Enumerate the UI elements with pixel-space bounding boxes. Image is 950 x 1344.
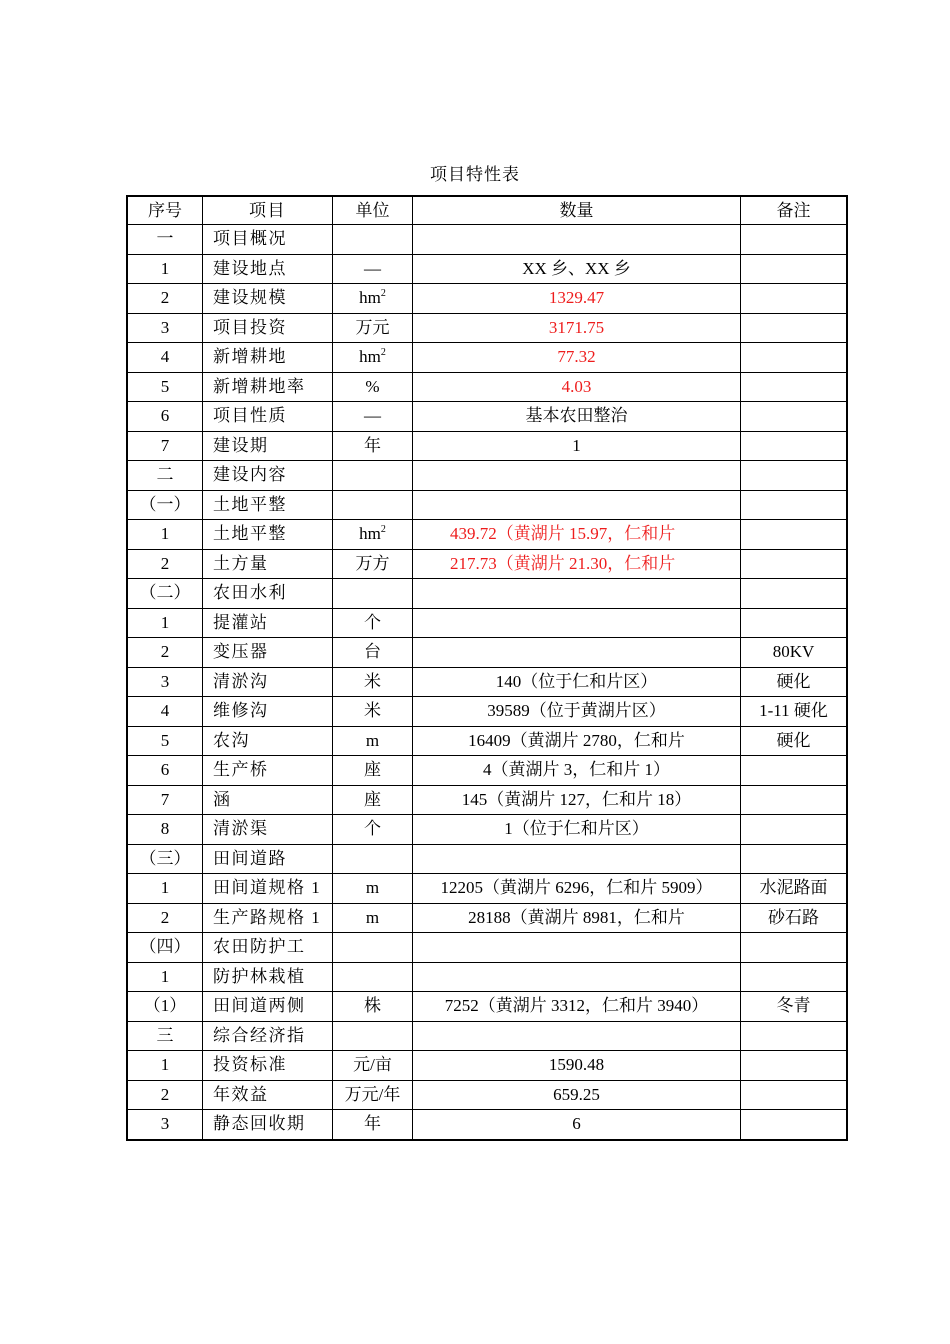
table-row <box>127 313 847 343</box>
cell-unit <box>333 490 413 520</box>
cell-serial-no: 1 <box>127 962 203 992</box>
cell-quantity <box>413 1021 741 1051</box>
cell-unit <box>333 815 413 845</box>
cell-unit <box>333 638 413 668</box>
cell-quantity: 16409（黄湖片 2780，仁和片 <box>413 726 741 756</box>
cell-serial-no: 2 <box>127 1080 203 1110</box>
unit-text: — <box>364 258 381 278</box>
table-row <box>127 254 847 284</box>
cell-unit <box>333 225 413 255</box>
cell-serial-no: 8 <box>127 815 203 845</box>
cell-item: 农田防护工 <box>203 933 333 963</box>
cell-serial-no: 3 <box>127 1110 203 1140</box>
cell-unit <box>333 520 413 550</box>
cell-quantity <box>413 579 741 609</box>
cell-remark: 硬化 <box>741 726 848 756</box>
cell-item: 农田水利 <box>203 579 333 609</box>
cell-unit <box>333 343 413 373</box>
cell-serial-no: 二 <box>127 461 203 491</box>
cell-quantity: 28188（黄湖片 8981，仁和片 <box>413 903 741 933</box>
cell-item: 建设规模 <box>203 284 333 314</box>
unit-text: hm <box>359 347 381 367</box>
cell-item: 年效益 <box>203 1080 333 1110</box>
unit-text: 年 <box>364 1114 381 1134</box>
table-row <box>127 992 847 1022</box>
table-row <box>127 490 847 520</box>
cell-unit <box>333 461 413 491</box>
cell-item: 土地平整 <box>203 490 333 520</box>
cell-serial-no: 3 <box>127 667 203 697</box>
cell-quantity: 140（位于仁和片区） <box>413 667 741 697</box>
cell-serial-no: 2 <box>127 284 203 314</box>
cell-unit <box>333 1110 413 1140</box>
cell-quantity: 4（黄湖片 3，仁和片 1） <box>413 756 741 786</box>
cell-remark <box>741 608 848 638</box>
cell-remark <box>741 402 848 432</box>
cell-quantity: 659.25 <box>413 1080 741 1110</box>
cell-quantity: XX 乡、XX 乡 <box>413 254 741 284</box>
unit-superscript: 2 <box>380 347 386 359</box>
cell-remark: 80KV <box>741 638 848 668</box>
cell-quantity <box>413 490 741 520</box>
cell-serial-no: （三） <box>127 844 203 874</box>
cell-unit <box>333 933 413 963</box>
cell-remark <box>741 549 848 579</box>
unit-text: 株 <box>364 996 381 1016</box>
cell-serial-no: （一） <box>127 490 203 520</box>
cell-serial-no: 4 <box>127 697 203 727</box>
unit-superscript: 2 <box>380 288 386 300</box>
header-item: 项目 <box>203 196 333 225</box>
table-row <box>127 962 847 992</box>
cell-serial-no: 1 <box>127 874 203 904</box>
cell-unit <box>333 284 413 314</box>
table-header-row <box>127 196 847 225</box>
table-row <box>127 933 847 963</box>
cell-item: 变压器 <box>203 638 333 668</box>
cell-quantity: 1 <box>413 431 741 461</box>
cell-quantity: 12205（黄湖片 6296，仁和片 5909） <box>413 874 741 904</box>
cell-unit <box>333 313 413 343</box>
table-row <box>127 579 847 609</box>
unit-text: 座 <box>364 789 381 809</box>
unit-text: 个 <box>364 819 381 839</box>
cell-item: 建设期 <box>203 431 333 461</box>
cell-quantity: 1329.47 <box>413 284 741 314</box>
cell-item: 土地平整 <box>203 520 333 550</box>
cell-quantity: 4.03 <box>413 372 741 402</box>
cell-serial-no: 3 <box>127 313 203 343</box>
cell-quantity: 77.32 <box>413 343 741 373</box>
cell-remark: 硬化 <box>741 667 848 697</box>
header-unit: 单位 <box>333 196 413 225</box>
table-row <box>127 874 847 904</box>
table-row <box>127 520 847 550</box>
table-row <box>127 667 847 697</box>
cell-quantity: 1590.48 <box>413 1051 741 1081</box>
cell-unit <box>333 549 413 579</box>
table-row <box>127 726 847 756</box>
header-remark: 备注 <box>741 196 848 225</box>
cell-quantity <box>413 933 741 963</box>
table-row <box>127 1051 847 1081</box>
cell-item: 项目概况 <box>203 225 333 255</box>
cell-remark: 砂石路 <box>741 903 848 933</box>
cell-item: 提灌站 <box>203 608 333 638</box>
cell-remark <box>741 461 848 491</box>
cell-unit <box>333 431 413 461</box>
cell-quantity: 6 <box>413 1110 741 1140</box>
cell-remark <box>741 284 848 314</box>
cell-remark <box>741 933 848 963</box>
unit-text: hm <box>359 524 381 544</box>
cell-unit <box>333 903 413 933</box>
cell-serial-no: 4 <box>127 343 203 373</box>
cell-quantity <box>413 461 741 491</box>
cell-quantity: 217.73（黄湖片 21.30，仁和片 <box>413 549 741 579</box>
cell-remark: 冬青 <box>741 992 848 1022</box>
cell-item: 土方量 <box>203 549 333 579</box>
cell-unit <box>333 785 413 815</box>
cell-unit <box>333 579 413 609</box>
cell-quantity: 3171.75 <box>413 313 741 343</box>
table-row <box>127 785 847 815</box>
cell-remark <box>741 815 848 845</box>
cell-quantity: 1（位于仁和片区） <box>413 815 741 845</box>
cell-quantity: 39589（位于黄湖片区） <box>413 697 741 727</box>
cell-serial-no: 一 <box>127 225 203 255</box>
cell-remark <box>741 962 848 992</box>
unit-text: 年 <box>364 435 381 455</box>
cell-item: 项目投资 <box>203 313 333 343</box>
cell-remark <box>741 1021 848 1051</box>
table-row <box>127 844 847 874</box>
header-serial-no: 序号 <box>127 196 203 225</box>
cell-serial-no: 6 <box>127 756 203 786</box>
cell-item: 建设地点 <box>203 254 333 284</box>
unit-text: 元/亩 <box>353 1055 392 1075</box>
cell-item: 生产路规格 1 <box>203 903 333 933</box>
cell-remark: 1-11 硬化 <box>741 697 848 727</box>
unit-superscript: 2 <box>380 524 386 536</box>
page-title: 项目特性表 <box>430 165 520 184</box>
unit-text: — <box>364 406 381 426</box>
table-row <box>127 1080 847 1110</box>
unit-text: m <box>365 907 380 927</box>
cell-quantity: 基本农田整治 <box>413 402 741 432</box>
cell-item: 田间道规格 1 <box>203 874 333 904</box>
table-row <box>127 431 847 461</box>
cell-item: 田间道两侧 <box>203 992 333 1022</box>
table-row <box>127 1021 847 1051</box>
unit-text: 万元 <box>355 317 390 337</box>
cell-unit <box>333 372 413 402</box>
table-row <box>127 815 847 845</box>
cell-item: 防护林栽植 <box>203 962 333 992</box>
cell-serial-no: 7 <box>127 785 203 815</box>
cell-unit <box>333 962 413 992</box>
unit-text: % <box>365 376 380 396</box>
cell-serial-no: 2 <box>127 638 203 668</box>
cell-quantity <box>413 608 741 638</box>
cell-item: 田间道路 <box>203 844 333 874</box>
cell-serial-no: 7 <box>127 431 203 461</box>
cell-quantity <box>413 225 741 255</box>
cell-unit <box>333 667 413 697</box>
table-row <box>127 549 847 579</box>
unit-text: m <box>365 878 380 898</box>
table-row <box>127 343 847 373</box>
table-row <box>127 1110 847 1140</box>
cell-quantity <box>413 962 741 992</box>
cell-unit <box>333 1051 413 1081</box>
cell-item: 农沟 <box>203 726 333 756</box>
cell-item: 涵 <box>203 785 333 815</box>
cell-item: 清淤沟 <box>203 667 333 697</box>
cell-remark <box>741 1080 848 1110</box>
cell-quantity: 145（黄湖片 127，仁和片 18） <box>413 785 741 815</box>
unit-text: 台 <box>364 642 381 662</box>
unit-text: 米 <box>364 701 381 721</box>
table-row <box>127 608 847 638</box>
cell-remark <box>741 343 848 373</box>
table-row <box>127 756 847 786</box>
cell-unit <box>333 874 413 904</box>
cell-unit <box>333 756 413 786</box>
cell-remark <box>741 520 848 550</box>
cell-remark <box>741 490 848 520</box>
header-quantity: 数量 <box>413 196 741 225</box>
cell-serial-no: 6 <box>127 402 203 432</box>
cell-quantity: 439.72（黄湖片 15.97，仁和片 <box>413 520 741 550</box>
cell-remark <box>741 844 848 874</box>
cell-unit <box>333 726 413 756</box>
table-body <box>127 225 847 1140</box>
table-row <box>127 903 847 933</box>
cell-item: 静态回收期 <box>203 1110 333 1140</box>
cell-remark <box>741 225 848 255</box>
cell-remark <box>741 254 848 284</box>
cell-item: 建设内容 <box>203 461 333 491</box>
cell-unit <box>333 608 413 638</box>
cell-item: 综合经济指 <box>203 1021 333 1051</box>
cell-quantity <box>413 844 741 874</box>
cell-serial-no: 1 <box>127 1051 203 1081</box>
cell-remark <box>741 785 848 815</box>
cell-unit <box>333 697 413 727</box>
table-row <box>127 372 847 402</box>
cell-item: 新增耕地率 <box>203 372 333 402</box>
cell-unit <box>333 1080 413 1110</box>
table-row <box>127 284 847 314</box>
table-row <box>127 638 847 668</box>
cell-remark <box>741 579 848 609</box>
cell-serial-no: （四） <box>127 933 203 963</box>
cell-item: 项目性质 <box>203 402 333 432</box>
cell-remark <box>741 756 848 786</box>
cell-remark: 水泥路面 <box>741 874 848 904</box>
unit-text: 座 <box>364 760 381 780</box>
cell-unit <box>333 844 413 874</box>
cell-serial-no: 2 <box>127 549 203 579</box>
cell-unit <box>333 992 413 1022</box>
cell-remark <box>741 431 848 461</box>
cell-remark <box>741 313 848 343</box>
unit-text: hm <box>359 288 381 308</box>
cell-serial-no: 三 <box>127 1021 203 1051</box>
table-row <box>127 697 847 727</box>
cell-item: 生产桥 <box>203 756 333 786</box>
table-row <box>127 461 847 491</box>
cell-item: 维修沟 <box>203 697 333 727</box>
cell-item: 新增耕地 <box>203 343 333 373</box>
cell-unit <box>333 254 413 284</box>
cell-serial-no: （1） <box>127 992 203 1022</box>
unit-text: 万方 <box>355 553 390 573</box>
cell-item: 清淤渠 <box>203 815 333 845</box>
unit-text: 米 <box>364 671 381 691</box>
cell-serial-no: 1 <box>127 608 203 638</box>
cell-quantity <box>413 638 741 668</box>
cell-serial-no: 5 <box>127 372 203 402</box>
cell-unit <box>333 1021 413 1051</box>
cell-serial-no: （二） <box>127 579 203 609</box>
table-row <box>127 402 847 432</box>
cell-remark <box>741 1110 848 1140</box>
cell-item: 投资标准 <box>203 1051 333 1081</box>
cell-serial-no: 1 <box>127 520 203 550</box>
unit-text: m <box>365 730 380 750</box>
cell-remark <box>741 372 848 402</box>
cell-serial-no: 1 <box>127 254 203 284</box>
project-characteristics-table <box>126 195 848 1141</box>
unit-text: 个 <box>364 612 381 632</box>
cell-serial-no: 5 <box>127 726 203 756</box>
table-row <box>127 225 847 255</box>
cell-serial-no: 2 <box>127 903 203 933</box>
cell-remark <box>741 1051 848 1081</box>
cell-unit <box>333 402 413 432</box>
unit-text: 万元/年 <box>344 1084 401 1104</box>
cell-quantity: 7252（黄湖片 3312，仁和片 3940） <box>413 992 741 1022</box>
